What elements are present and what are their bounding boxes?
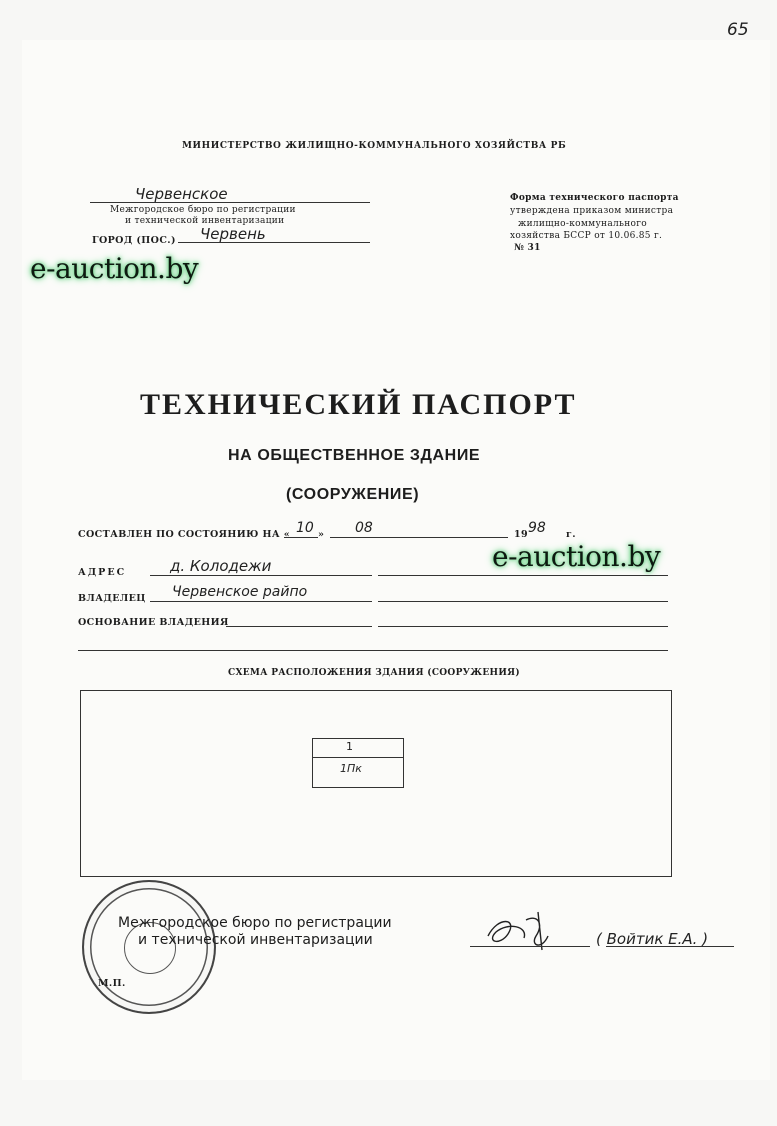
bureau-handwritten: Червенское xyxy=(135,185,228,203)
city-value: Червень xyxy=(200,225,266,243)
form-note-5: № 31 xyxy=(514,243,541,253)
watermark-top: e-auction.by xyxy=(30,252,199,285)
form-note-1: Форма технического паспорта xyxy=(510,193,679,203)
bureau-label-1: Межгородское бюро по регистрации xyxy=(110,205,296,215)
compiled-month-line xyxy=(330,537,508,538)
ownership-basis-label: ОСНОВАНИЕ ВЛАДЕНИЯ xyxy=(78,617,229,628)
compiled-day-line xyxy=(284,537,318,538)
compiled-month: 08 xyxy=(355,520,373,536)
form-note-4: хозяйства БССР от 10.06.85 г. xyxy=(510,231,663,241)
compiled-sep: » xyxy=(318,529,325,540)
document-title: ТЕХНИЧЕСКИЙ ПАСПОРТ xyxy=(140,388,577,421)
seal-place: М.П. xyxy=(98,978,126,989)
bureau-label-2: и технической инвентаризации xyxy=(125,216,285,226)
compiled-day: 10 xyxy=(296,520,314,536)
building-number: 1 xyxy=(346,740,353,753)
diagram-title: СХЕМА РАСПОЛОЖЕНИЯ ЗДАНИЯ (СООРУЖЕНИЯ) xyxy=(228,668,520,678)
building-code: 1Пк xyxy=(340,762,362,775)
document-subtitle-1: НА ОБЩЕСТВЕННОЕ ЗДАНИЕ xyxy=(228,447,481,464)
owner-line-1 xyxy=(150,601,372,602)
ownership-basis-line-1 xyxy=(226,626,372,627)
page-number: 65 xyxy=(727,20,749,40)
city-line xyxy=(178,242,370,243)
signer-line xyxy=(606,946,734,947)
bureau-line xyxy=(90,202,370,203)
signature xyxy=(478,906,588,956)
address-value: д. Колодежи xyxy=(170,557,272,575)
address-line-2 xyxy=(378,575,668,576)
ownership-basis-line-2 xyxy=(378,626,668,627)
document-subtitle-2: (СООРУЖЕНИЕ) xyxy=(286,486,420,503)
footer-org-1: Межгородское бюро по регистрации xyxy=(118,915,392,931)
address-line-1 xyxy=(150,575,372,576)
ministry-header: МИНИСТЕРСТВО ЖИЛИЩНО-КОММУНАЛЬНОГО ХОЗЯЙСТВА РБ xyxy=(182,141,567,151)
compiled-label: СОСТАВЛЕН ПО СОСТОЯНИЮ НА « xyxy=(78,529,291,540)
owner-line-2 xyxy=(378,601,668,602)
address-label: АДРЕС xyxy=(78,567,127,578)
form-note-3: жилищно-коммунального xyxy=(518,219,647,229)
compiled-year-prefix: 19 xyxy=(514,529,529,540)
footer-org-2: и технической инвентаризации xyxy=(138,932,373,948)
owner-label: ВЛАДЕЛЕЦ xyxy=(78,593,146,604)
city-label: ГОРОД (ПОС.) xyxy=(92,235,176,246)
ownership-basis-line-3 xyxy=(78,650,668,651)
watermark-middle: e-auction.by xyxy=(492,540,661,573)
form-note-2: утверждена приказом министра xyxy=(510,206,674,216)
compiled-year: 98 xyxy=(528,520,546,536)
signature-line xyxy=(470,946,590,947)
owner-value: Червенское райпо xyxy=(172,584,308,600)
compiled-year-suffix: г. xyxy=(566,529,576,540)
signer-name: ( Войтик Е.А. ) xyxy=(596,930,709,948)
building-divider xyxy=(313,757,403,758)
